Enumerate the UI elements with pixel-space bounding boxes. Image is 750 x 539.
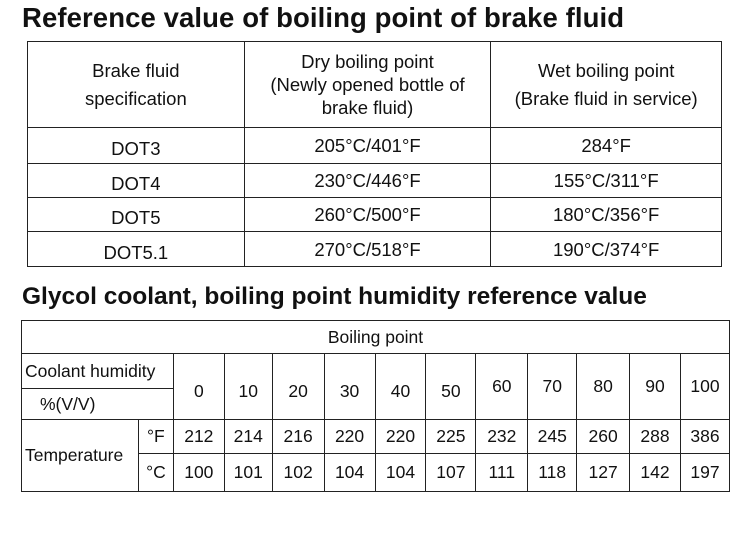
fahrenheit-cell: 216 — [272, 420, 324, 454]
dry-cell: 230°C/446°F — [244, 164, 491, 198]
spec-cell: DOT4 — [28, 164, 245, 198]
celsius-cell: 118 — [528, 454, 577, 492]
fahrenheit-cell: 260 — [577, 420, 630, 454]
celsius-cell: 142 — [630, 454, 681, 492]
table-row — [28, 128, 722, 164]
humidity-cell: 20 — [272, 354, 324, 420]
coolant-title: Glycol coolant, boiling point humidity reference value — [22, 283, 647, 310]
humidity-cell: 90 — [630, 354, 681, 420]
celsius-cell: 111 — [476, 454, 528, 492]
boiling-point-header-row — [22, 321, 730, 354]
humidity-cell: 60 — [476, 354, 528, 420]
dry-cell: 270°C/518°F — [244, 232, 491, 267]
celsius-cell: 101 — [224, 454, 272, 492]
header-wet-line1: Wet boiling point — [537, 60, 675, 81]
celsius-cell: 104 — [324, 454, 375, 492]
brake-fluid-table — [27, 41, 722, 267]
wet-cell: 155°C/311°F — [491, 164, 722, 198]
header-wet — [491, 42, 722, 128]
fahrenheit-cell: 245 — [528, 420, 577, 454]
unit-fahrenheit: °F — [138, 420, 173, 454]
humidity-cell: 0 — [173, 354, 224, 420]
dry-cell: 260°C/500°F — [244, 198, 491, 232]
fahrenheit-cell: 220 — [324, 420, 375, 454]
header-dry-line3: brake fluid) — [321, 97, 414, 118]
table-row — [28, 232, 722, 267]
celsius-cell: 102 — [272, 454, 324, 492]
humidity-cell: 80 — [577, 354, 630, 420]
fahrenheit-cell: 386 — [680, 420, 729, 454]
celsius-cell: 100 — [173, 454, 224, 492]
celsius-cell: 107 — [426, 454, 476, 492]
fahrenheit-cell: 212 — [173, 420, 224, 454]
brake-fluid-title: Reference value of boiling point of brake fluid — [22, 2, 625, 33]
fahrenheit-cell: 225 — [426, 420, 476, 454]
humidity-unit-label: %(V/V) — [22, 389, 174, 420]
humidity-cell: 40 — [375, 354, 426, 420]
header-dry — [244, 42, 491, 128]
wet-cell: 190°C/374°F — [491, 232, 722, 267]
humidity-cell: 100 — [680, 354, 729, 420]
header-dry-line2: (Newly opened bottle of — [270, 74, 465, 95]
spec-cell: DOT5 — [28, 198, 245, 232]
celsius-cell: 127 — [577, 454, 630, 492]
header-spec — [28, 42, 245, 128]
celsius-cell: 197 — [680, 454, 729, 492]
wet-cell: 284°F — [491, 128, 722, 164]
dry-cell: 205°C/401°F — [244, 128, 491, 164]
header-dry-line1: Dry boiling point — [301, 51, 434, 72]
wet-cell: 180°C/356°F — [491, 198, 722, 232]
humidity-cell: 10 — [224, 354, 272, 420]
table-row — [28, 198, 722, 232]
boiling-point-header: Boiling point — [22, 321, 730, 354]
humidity-cell: 30 — [324, 354, 375, 420]
celsius-cell: 104 — [375, 454, 426, 492]
spec-cell: DOT5.1 — [28, 232, 245, 267]
fahrenheit-cell: 220 — [375, 420, 426, 454]
fahrenheit-cell: 288 — [630, 420, 681, 454]
coolant-table — [21, 320, 730, 492]
header-spec-line1: Brake fluid — [92, 60, 180, 81]
header-wet-line2: (Brake fluid in service) — [514, 88, 698, 109]
brake-header-row — [28, 42, 722, 128]
temperature-label: Temperature — [22, 420, 139, 492]
table-row — [28, 164, 722, 198]
humidity-cell: 70 — [528, 354, 577, 420]
fahrenheit-cell: 232 — [476, 420, 528, 454]
humidity-cell: 50 — [426, 354, 476, 420]
fahrenheit-cell: 214 — [224, 420, 272, 454]
coolant-humidity-label: Coolant humidity — [22, 354, 174, 389]
unit-celsius: °C — [138, 454, 173, 492]
fahrenheit-row — [22, 420, 730, 454]
spec-cell: DOT3 — [28, 128, 245, 164]
humidity-row — [22, 354, 730, 389]
header-spec-line2: specification — [84, 88, 187, 109]
